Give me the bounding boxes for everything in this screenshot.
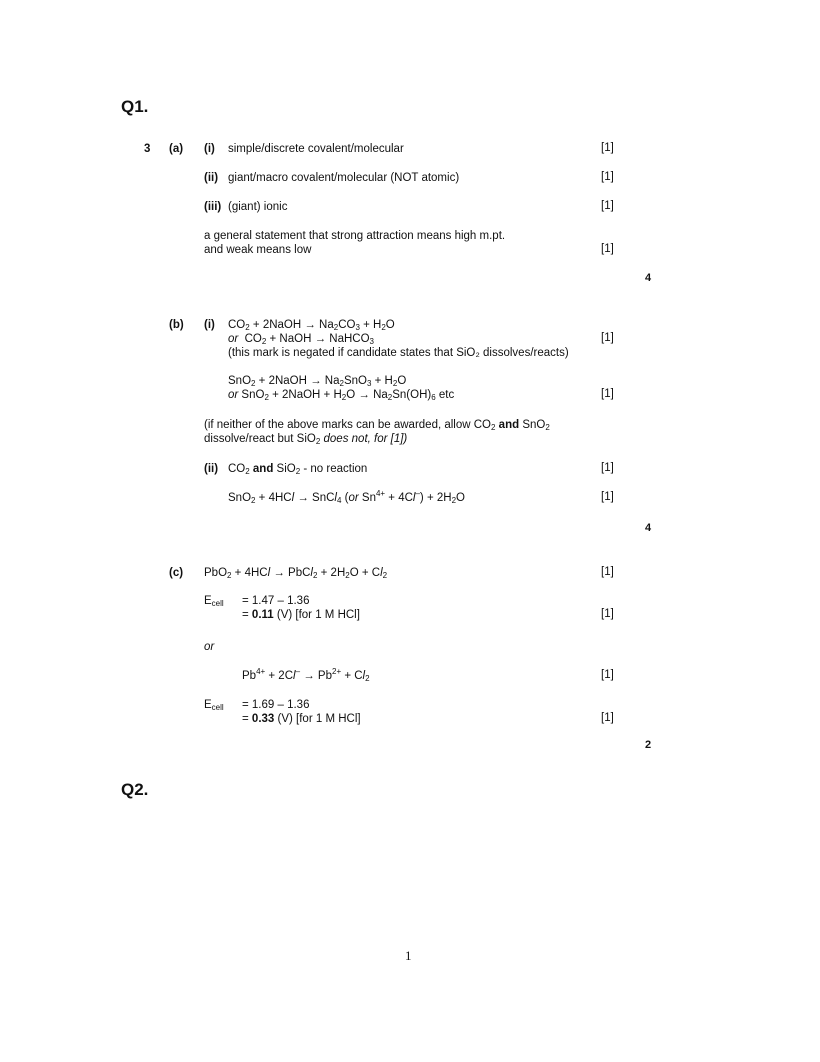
subpart-a-ii-label: (ii) <box>204 172 219 184</box>
part-c-label: (c) <box>169 567 184 579</box>
mark: [1] <box>601 243 614 255</box>
b-eq-sno2-naoh-alt: or SnO$_2$ + 2NaOH + $H_2O \to Na_2Sn(OH)_6$ etc <box>228 389 455 402</box>
mark: [1] <box>601 566 614 578</box>
subpart-b-i-label: (i) <box>204 319 215 331</box>
b-eq-co2-naoh: $CO_2$ + 2NaOH → $Na_2CO_3 + H_2O$ <box>228 319 395 332</box>
c-ecell-label-1: $E_{cell}$ <box>204 595 224 608</box>
a-ii-text: giant/macro covalent/molecular (NOT atomic) <box>228 172 460 184</box>
mark: [1] <box>601 491 614 503</box>
b-allow-line2: dissolve/react but SiO$_2$ does not, for [1]) <box>204 433 408 446</box>
question-number: 3 <box>144 143 151 155</box>
or-text: or <box>228 333 239 345</box>
mark: [1] <box>601 712 614 724</box>
mark: [1] <box>601 171 614 183</box>
a-general-line1: a general statement that strong attraction means high m.pt. <box>204 230 506 242</box>
part-a-label: (a) <box>169 143 184 155</box>
b-ii-text: $CO_2$ and SiO$_2$ - no reaction <box>228 463 368 476</box>
part-a-total: 4 <box>645 272 652 284</box>
subpart-b-ii-label: (ii) <box>204 463 219 475</box>
c-calc1-line1: = 1.47 – 1.36 <box>242 595 310 607</box>
heading-q2: Q2. <box>121 780 149 799</box>
c-eq-pb4: $Pb^{4+} + 2Cl^- \to Pb^{2+} + Cl_2$ <box>242 667 370 683</box>
c-calc2-line2: = 0.33 (V) [for 1 M HCl] <box>242 713 361 725</box>
mark: [1] <box>601 200 614 212</box>
part-b-total: 4 <box>645 522 652 534</box>
part-b-label: (b) <box>169 319 184 331</box>
subpart-a-i-label: (i) <box>204 143 215 155</box>
c-calc1-line2: = 0.11 (V) [for 1 M HCl] <box>242 609 360 621</box>
b-eq-sno2-naoh: SnO$_2$ + 2NaOH → $Na_2SnO_3 + H_2O$ <box>228 375 407 388</box>
a-iii-text: (giant) ionic <box>228 201 288 213</box>
b-allow-line1: (if neither of the above marks can be awarded, allow $CO_2$ and SnO$_2$ <box>204 419 550 432</box>
mark: [1] <box>601 462 614 474</box>
c-eq-pbo2: PbO$_2$ + 4HCl → PbCl$_2$ + $2H_2O + Cl_2$ <box>204 567 388 580</box>
naoh: 2NaOH <box>262 319 302 331</box>
b-eq-sno2-hcl: SnO$_2$ + 4HCl → SnCl$_4$ (or $Sn^{4+} + 4Cl^-) + 2H_2O$ <box>228 489 465 505</box>
mark: [1] <box>601 142 614 154</box>
or-text: or <box>228 389 239 401</box>
etc-text: etc <box>438 389 455 401</box>
mark: [1] <box>601 388 614 400</box>
a-general-line2: and weak means low <box>204 244 312 256</box>
c-or-text: or <box>204 641 215 653</box>
mark: [1] <box>601 332 614 344</box>
b-eq-co2-nahco3: or $CO_2$ + NaOH → NaHCO$_3$ <box>228 333 374 346</box>
mark: [1] <box>601 608 614 620</box>
c-ecell-label-2: $E_{cell}$ <box>204 699 224 712</box>
page-number: 1 <box>405 948 412 963</box>
heading-q1: Q1. <box>121 97 149 116</box>
c-calc2-line1: = 1.69 – 1.36 <box>242 699 310 711</box>
a-i-text: simple/discrete covalent/molecular <box>228 143 404 155</box>
part-c-total: 2 <box>645 739 652 751</box>
b-negated-note: (this mark is negated if candidate states that SiO₂ dissolves/reacts) <box>228 347 569 359</box>
mark: [1] <box>601 669 614 681</box>
subpart-a-iii-label: (iii) <box>204 201 222 213</box>
